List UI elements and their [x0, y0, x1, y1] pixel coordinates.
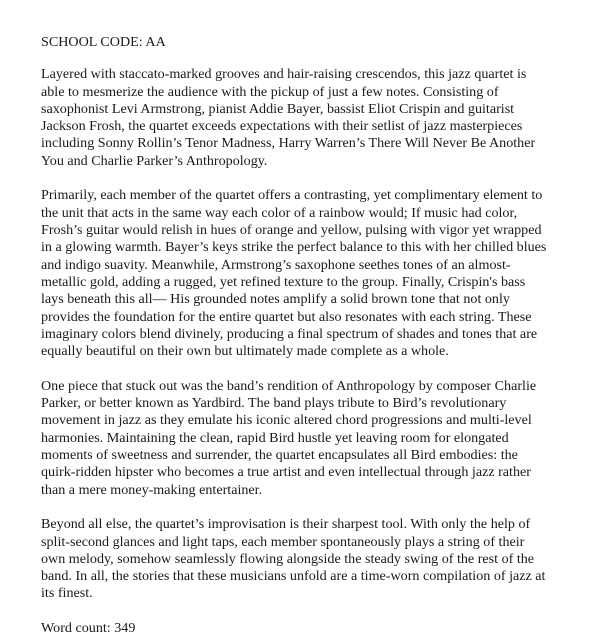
paragraph-line: own melody, somehow seamlessly flowing alongside the steady swing of the rest of the	[41, 550, 535, 567]
paragraph-line: band. In all, the stories that these musicians unfold are a time-worn compilation of jazz at	[41, 568, 546, 585]
paragraph-line: harmonies. Maintaining the clean, rapid Bird hustle yet leaving room for elongated	[41, 429, 509, 446]
paragraph-line: in a glowing warmth. Bayer’s keys strike the perfect balance to this with her chilled blues	[41, 239, 547, 256]
paragraph-line: moments of sweetness and surrender, the quartet encapsulates all Bird embodies: the	[41, 447, 518, 464]
paragraph-line: metallic gold, adding a rugged, yet refined texture to the group. Finally, Crispin's bass	[41, 273, 526, 290]
essay-paragraph	[41, 516, 581, 602]
paragraph-line: lays beneath this all— His grounded notes amplify a solid brown tone that not only	[41, 291, 510, 308]
paragraph-line: Layered with staccato-marked grooves and hair-raising crescendos, this jazz quartet is	[41, 66, 527, 83]
paragraph-line: equally beautiful on their own but ultimately made complete as a whole.	[41, 343, 449, 360]
paragraph-line: Beyond all else, the quartet’s improvisation is their sharpest tool. With only the help of	[41, 516, 531, 533]
paragraph-line: You and Charlie Parker’s Anthropology.	[41, 152, 268, 169]
paragraph-line: than a mere money-making entertainer.	[41, 481, 263, 498]
paragraph-line: One piece that stuck out was the band’s rendition of Anthropology by composer Charlie	[41, 377, 537, 394]
paragraph-line: Frosh’s guitar would relish in hues of orange and yellow, pulsing with vigor yet wrapped	[41, 222, 542, 239]
paragraph-line: provides the foundation for the entire quartet but also resonates with each string. These	[41, 308, 532, 325]
school-code-heading: SCHOOL CODE: AA	[41, 34, 166, 50]
paragraph-line: including Sonny Rollin’s Tenor Madness, Harry Warren’s There Will Never Be Another	[41, 135, 536, 152]
paragraph-line: quirk-ridden hipster who becomes a true artist and even intellectual through jazz rather	[41, 464, 531, 481]
essay-body	[41, 66, 581, 602]
paragraph-line: movement in jazz as they emulate his iconic altered chord progressions and multi-level	[41, 412, 532, 429]
paragraph-line: able to mesmerize the audience with the pickup of just a few notes. Consisting of	[41, 83, 499, 100]
essay-paragraph	[41, 378, 581, 499]
essay-document	[41, 34, 581, 637]
paragraph-line: saxophonist Levi Armstrong, pianist Addie Bayer, bassist Eliot Crispin and guitarist	[41, 100, 515, 117]
paragraph-line: the unit that acts in the same way each color of a rainbow would; If music had color,	[41, 204, 518, 221]
paragraph-line: and indigo suavity. Meanwhile, Armstrong’s saxophone seethes tones of an almost-	[41, 256, 511, 273]
essay-paragraph	[41, 187, 581, 360]
paragraph-line: Jackson Frosh, the quartet exceeds expectations with their setlist of jazz masterpieces	[41, 118, 523, 135]
word-count: Word count: 349	[41, 620, 136, 637]
paragraph-line: its finest.	[41, 585, 93, 602]
essay-paragraph	[41, 66, 581, 170]
paragraph-line: imaginary colors blend divinely, producing a final spectrum of shades and tones that are	[41, 325, 538, 342]
paragraph-line: split-second glances and light taps, each member spontaneously plays a string of their	[41, 533, 525, 550]
paragraph-line: Primarily, each member of the quartet offers a contrasting, yet complimentary element to	[41, 187, 543, 204]
paragraph-line: Parker, or better known as Yardbird. The band plays tribute to Bird’s revolutionary	[41, 395, 507, 412]
